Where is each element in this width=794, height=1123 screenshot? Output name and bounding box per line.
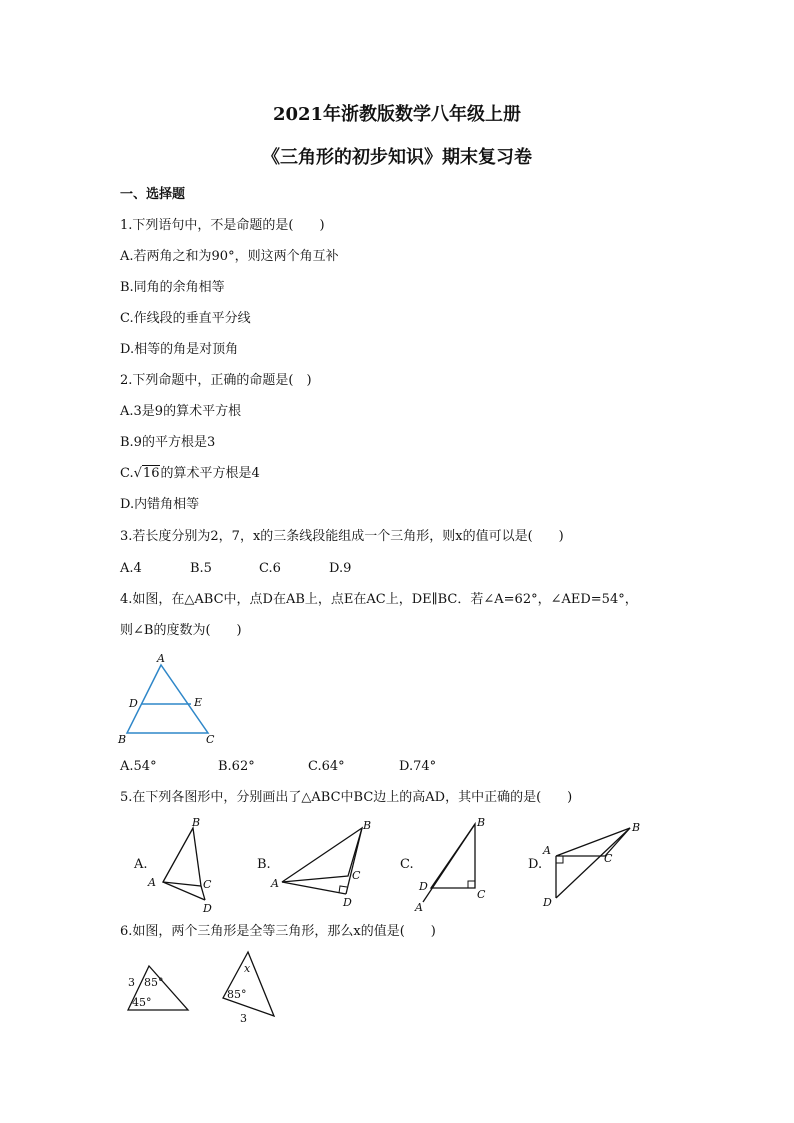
q5-figure-c	[413, 812, 498, 914]
q3-option-c: C.6	[259, 561, 281, 576]
q5c-label-a: A	[415, 901, 423, 914]
q5-figure-d	[540, 818, 650, 910]
q3-option-a: A.4	[120, 561, 142, 576]
q5-stem: 5.在下列各图形中，分别画出了△ABC中BC边上的高AD，其中正确的是( )	[120, 790, 573, 805]
q5-option-b-label: B.	[257, 857, 271, 872]
q4-stem-line2: 则∠B的度数为( )	[120, 623, 242, 638]
q2-stem: 2.下列命题中，正确的命题是( )	[120, 373, 312, 388]
q6-triangle-2	[216, 950, 282, 1024]
q5b-label-b: B	[363, 819, 372, 832]
q4-option-c: C.64°	[308, 759, 345, 774]
q6-fig1-side: 3	[128, 976, 135, 989]
document-subtitle: 《三角形的初步知识》期末复习卷	[262, 147, 532, 168]
sqrt-radicand: 16	[142, 466, 160, 481]
q1-option-d: D.相等的角是对顶角	[120, 342, 239, 357]
q5b-label-c: C	[352, 869, 361, 882]
q6-triangle-1	[118, 962, 196, 1018]
q5d-label-b: B	[632, 821, 641, 834]
q2-option-c-suffix: 的算术平方根是4	[160, 466, 260, 481]
q4-option-a: A.54°	[120, 759, 157, 774]
q5c-label-b: B	[477, 816, 486, 829]
q4-label-d: D	[129, 697, 138, 710]
q6-fig1-angle-left: 45°	[132, 996, 152, 1009]
q3-option-b: B.5	[190, 561, 212, 576]
q3-option-d: D.9	[329, 561, 352, 576]
q5b-label-d: D	[343, 896, 352, 909]
q1-option-c: C.作线段的垂直平分线	[120, 311, 251, 326]
q6-fig2-side: 3	[240, 1012, 247, 1025]
document-title: 2021年浙教版数学八年级上册	[272, 104, 522, 125]
q5a-label-a: A	[148, 876, 156, 889]
q5b-label-a: A	[271, 877, 279, 890]
q4-label-c: C	[206, 733, 215, 746]
q5d-label-c: C	[604, 852, 613, 865]
q2-option-c	[120, 466, 260, 482]
q5a-label-b: B	[192, 816, 201, 829]
q2-option-b: B.9的平方根是3	[120, 435, 216, 450]
q4-option-b: B.62°	[218, 759, 255, 774]
q6-stem: 6.如图，两个三角形是全等三角形，那么x的值是( )	[120, 924, 436, 939]
q6-fig1-angle-top: 85°	[144, 976, 164, 989]
q2-option-c-prefix: C.	[120, 466, 134, 481]
q4-label-b: B	[118, 733, 127, 746]
q5-option-a-label: A.	[134, 857, 148, 872]
q4-option-d: D.74°	[399, 759, 437, 774]
q4-stem-line1: 4.如图，在△ABC中，点D在AB上，点E在AC上，DE∥BC．若∠A=62°，∠AED=54°，	[120, 592, 638, 607]
sqrt-sign: √16	[133, 466, 160, 481]
q5-figure-a	[145, 814, 225, 914]
q2-option-d: D.内错角相等	[120, 497, 200, 512]
q6-fig2-angle: 85°	[227, 988, 247, 1001]
q4-label-e: E	[194, 696, 203, 709]
q5c-label-c: C	[477, 888, 486, 901]
q1-option-b: B.同角的余角相等	[120, 280, 225, 295]
q4-label-a: A	[157, 652, 165, 665]
q5-option-c-label: C.	[400, 857, 414, 872]
q5-option-d-label: D.	[528, 857, 543, 872]
section-heading: 一、选择题	[120, 187, 186, 202]
q3-stem: 3.若长度分别为2，7，x的三条线段能组成一个三角形，则x的值可以是( )	[120, 529, 564, 544]
q5-figure-b	[268, 816, 383, 912]
q5a-label-c: C	[203, 878, 212, 891]
q1-stem: 1.下列语句中，不是命题的是( )	[120, 218, 325, 233]
q2-option-a: A.3是9的算术平方根	[120, 404, 242, 419]
q5d-label-d: D	[543, 896, 552, 909]
q5c-label-d: D	[419, 880, 428, 893]
q1-option-a: A.若两角之和为90°，则这两个角互补	[120, 249, 339, 264]
q4-triangle-figure	[114, 650, 224, 746]
q5d-label-a: A	[543, 844, 551, 857]
q5a-label-d: D	[203, 902, 212, 915]
q6-fig2-var: x	[244, 962, 251, 975]
